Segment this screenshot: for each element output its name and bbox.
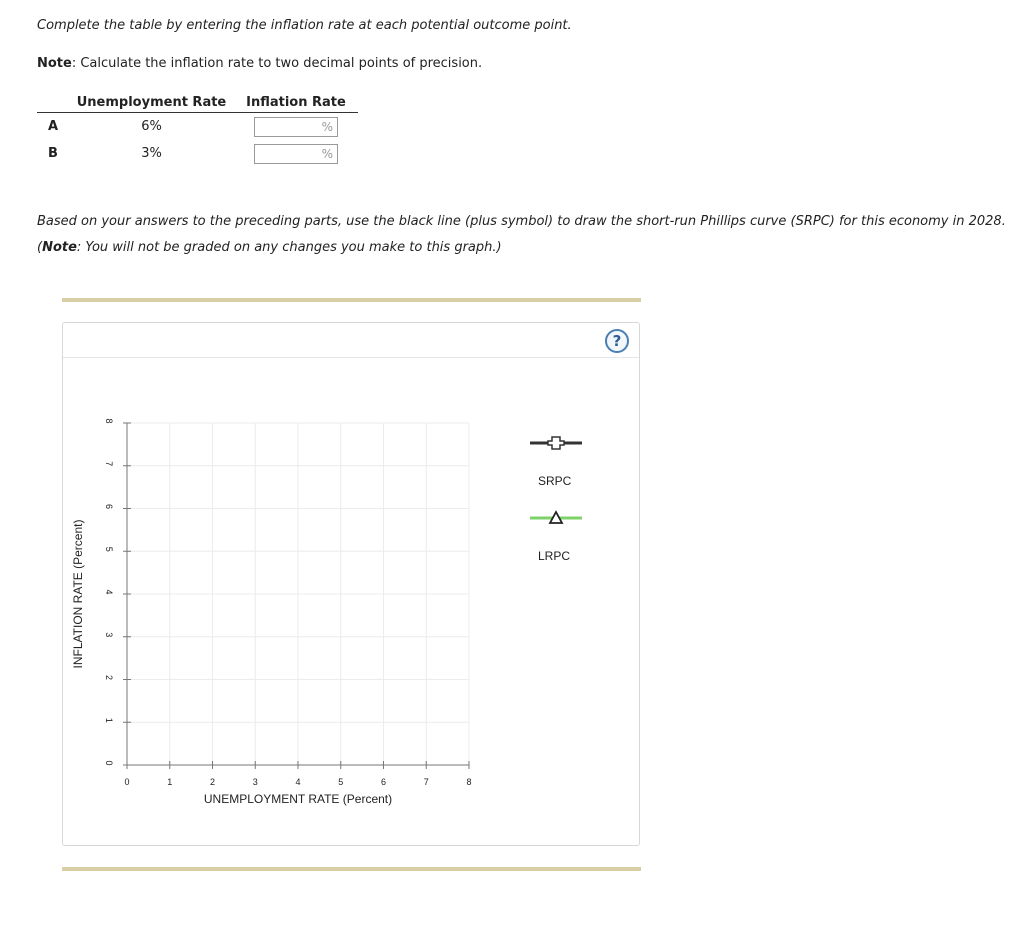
- instruction-text: Complete the table by entering the inflation rate at each potential outcome point.: [37, 18, 572, 33]
- y-tick-label: 6: [104, 503, 114, 510]
- row-label-b: B: [48, 146, 58, 161]
- x-tick-label: 4: [295, 777, 301, 787]
- table-row-b: [37, 140, 358, 167]
- y-tick-label: 3: [104, 632, 114, 638]
- percent-unit-a: %: [321, 119, 333, 134]
- y-tick-label: 5: [104, 546, 114, 552]
- grading-note-text: : You will not be graded on any changes you make to this graph.): [76, 240, 502, 255]
- help-icon[interactable]: ?: [605, 329, 629, 353]
- inflation-table: [37, 92, 358, 167]
- x-tick-label: 5: [338, 777, 344, 787]
- graph-instruction-text: Based on your answers to the preceding parts, use the black line (plus symbol) to draw the short-run Phillips curve (SRPC) for this economy in 2028.: [37, 214, 1006, 229]
- x-tick-label: 3: [252, 777, 258, 787]
- inflation-cell-b: [234, 140, 358, 167]
- y-tick-label: 1: [104, 717, 114, 723]
- legend-lrpc-label: LRPC: [538, 549, 571, 563]
- x-tick-label: 1: [167, 777, 173, 787]
- unemployment-b: 3%: [141, 146, 162, 161]
- header-inflation-rate: Inflation Rate: [234, 92, 358, 113]
- unemployment-a: 6%: [141, 119, 162, 134]
- y-tick-label: 8: [104, 418, 114, 424]
- table-header-row: [37, 92, 358, 113]
- x-axis-title: UNEMPLOYMENT RATE (Percent): [203, 792, 393, 806]
- top-divider: [62, 298, 641, 302]
- table-corner: [37, 92, 69, 113]
- x-tick-label: 2: [209, 777, 216, 787]
- y-axis-title: INFLATION RATE (Percent): [71, 519, 85, 669]
- legend-lrpc-tool[interactable]: [530, 508, 582, 528]
- y-tick-label: 7: [104, 461, 114, 467]
- note-text: : Calculate the inflation rate to two decimal points of precision.: [71, 56, 483, 71]
- header-unemployment-rate: Unemployment Rate: [69, 92, 234, 113]
- bottom-divider: [62, 867, 641, 871]
- inflation-cell-a: [234, 113, 358, 141]
- x-tick-label: 0: [124, 777, 130, 787]
- legend-srpc-tool[interactable]: [530, 433, 582, 453]
- note-label: Note: [37, 56, 72, 71]
- plus-marker-icon: [530, 433, 582, 453]
- y-tick-label: 0: [104, 760, 114, 766]
- grading-note-label: Note: [42, 240, 77, 255]
- y-tick-label: 2: [104, 674, 114, 681]
- y-tick-label: 4: [104, 589, 114, 595]
- precision-note: [37, 56, 482, 71]
- legend-srpc-label: SRPC: [538, 474, 572, 488]
- x-tick-label: 8: [466, 777, 472, 787]
- x-tick-label: 7: [423, 777, 429, 787]
- grading-note-open: (: [37, 240, 43, 255]
- inflation-input-a[interactable]: [254, 117, 338, 137]
- phillips-curve-chart[interactable]: [63, 323, 641, 847]
- row-label-a: A: [47, 119, 59, 134]
- table-row-a: [37, 113, 358, 141]
- inflation-input-b[interactable]: [254, 144, 338, 164]
- percent-unit-b: %: [321, 146, 333, 161]
- x-tick-label: 6: [380, 777, 387, 787]
- graph-grading-note: [37, 240, 502, 255]
- graph-panel: [62, 322, 640, 846]
- triangle-marker-icon: [530, 508, 582, 528]
